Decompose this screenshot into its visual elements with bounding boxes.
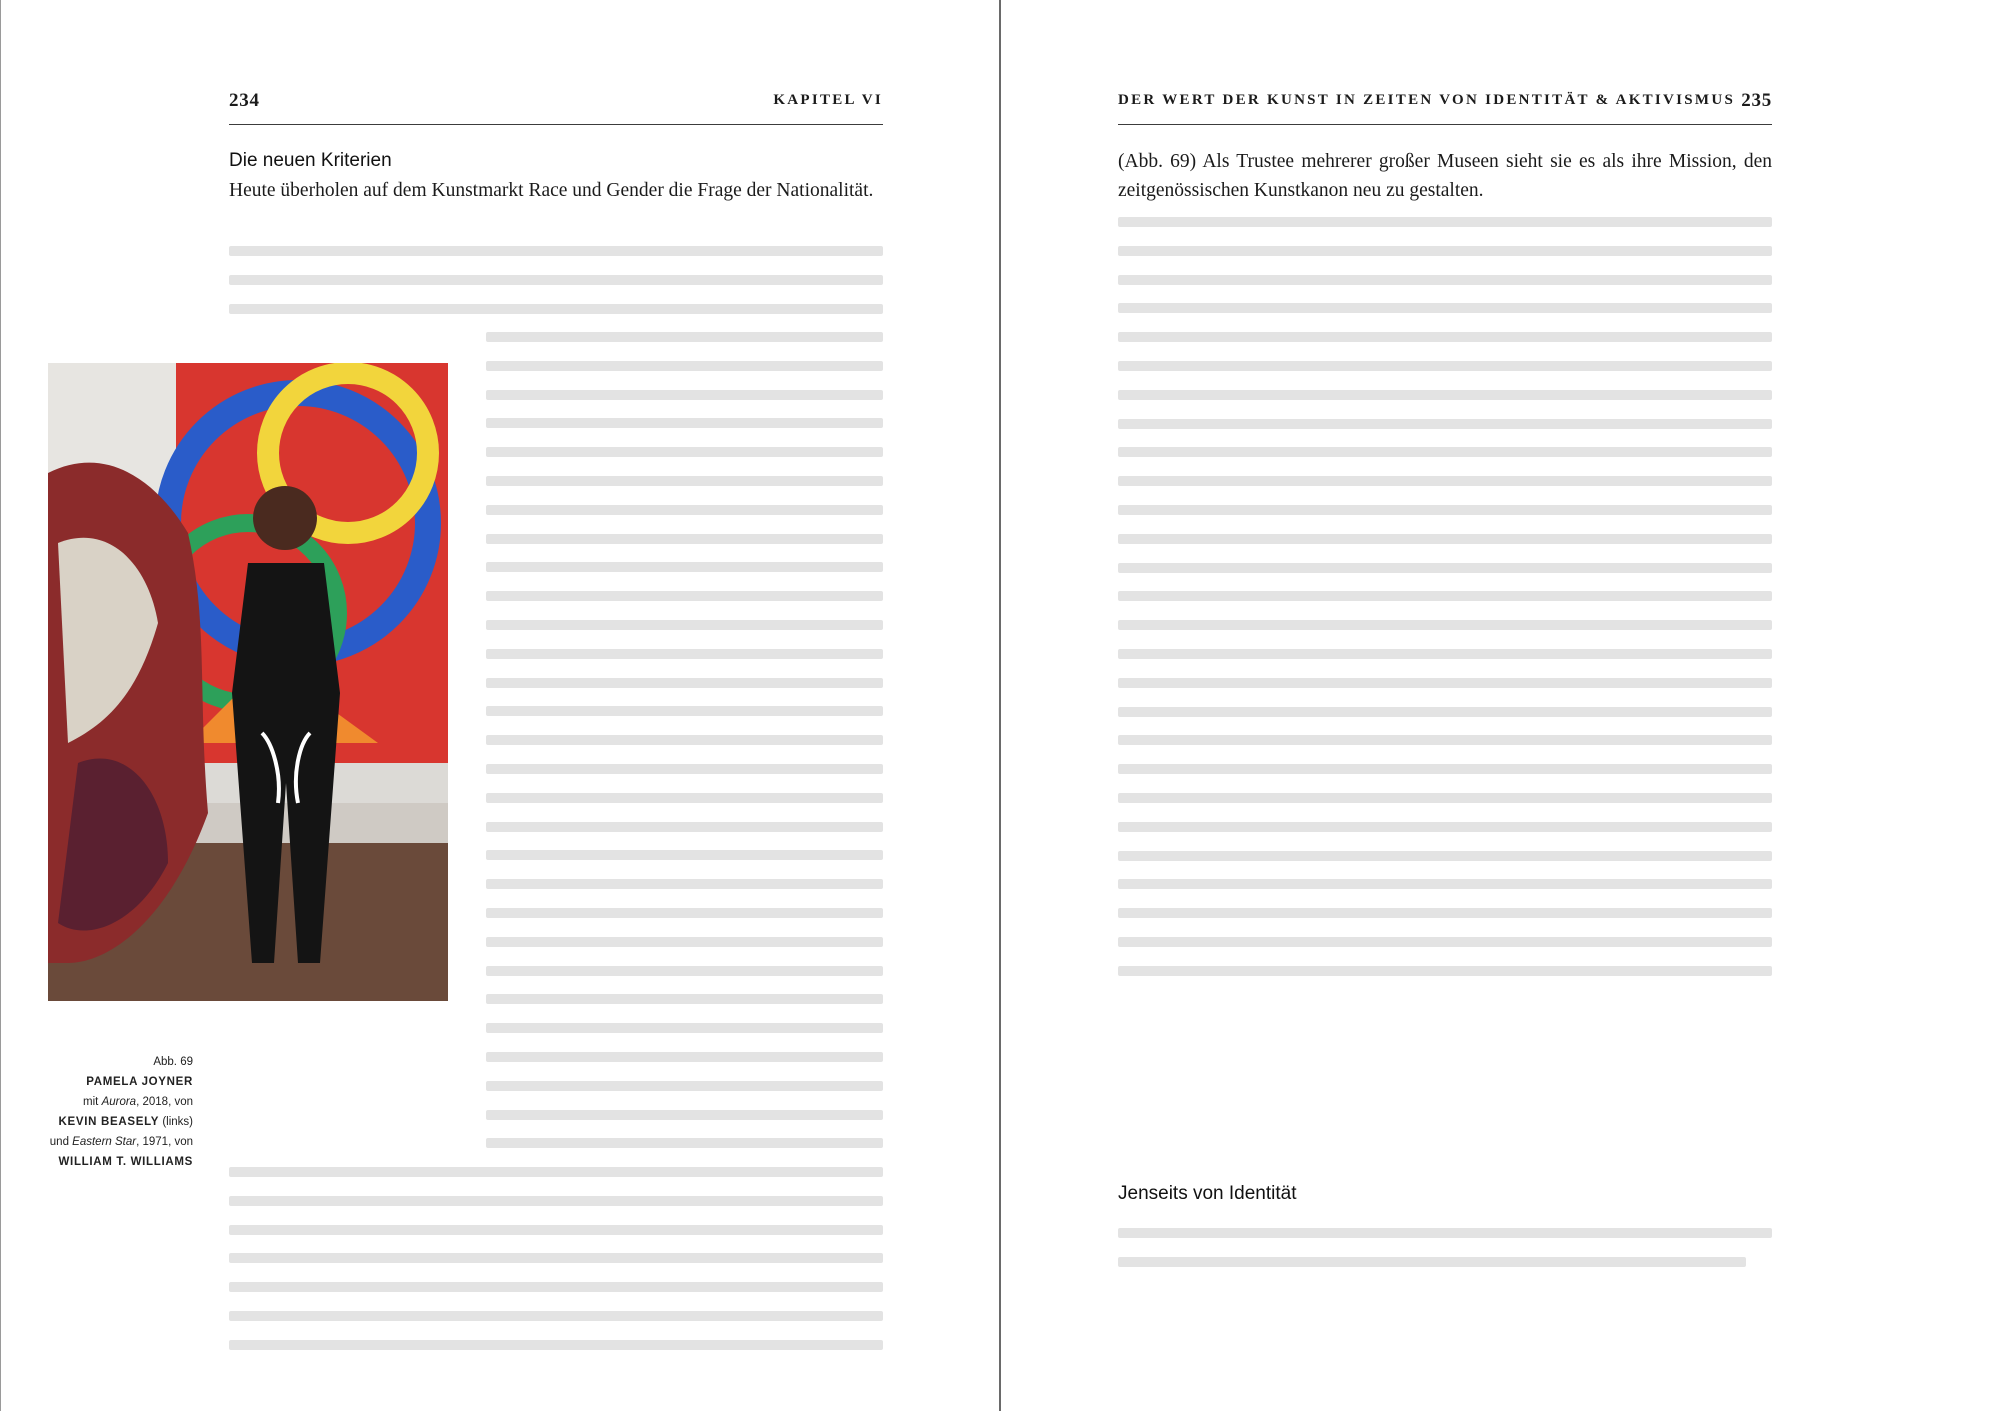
opening-sentence: (Abb. 69) Als Trustee mehrerer großer Museen sieht sie es als ihre Mission, den zeitgenössischen Kunstkanon neu zu gestalten. — [1118, 151, 1772, 201]
body-text-placeholder — [229, 246, 883, 332]
caption-subject: PAMELA JOYNER — [86, 1076, 193, 1088]
caption-artist2: WILLIAM T. WILLIAMS — [58, 1156, 193, 1168]
portrait-photo — [48, 363, 448, 1001]
chapter-title: KAPITEL VI — [773, 92, 883, 108]
page-number: 234 — [229, 90, 260, 111]
caption-line4: und Eastern Star, 1971, von — [49, 1136, 193, 1148]
caption-figure-label: Abb. 69 — [153, 1056, 193, 1068]
left-page — [0, 0, 999, 1411]
book-section-title: DER WERT DER KUNST IN ZEITEN VON IDENTITÄT & AKTIVISMUS — [1118, 92, 1736, 108]
photo-caption — [41, 1052, 193, 1172]
running-head-right — [1118, 88, 1772, 125]
section-heading: Die neuen Kriterien — [229, 150, 392, 171]
section-heading-2: Jenseits von Identität — [1118, 1183, 1297, 1204]
body-text-placeholder-2 — [1118, 1228, 1772, 1286]
body-text-placeholder-wrapped — [486, 332, 883, 1167]
body-text-placeholder — [1118, 217, 1772, 995]
caption-line2: mit Aurora, 2018, von — [83, 1096, 193, 1108]
opening-sentence: Heute überholen auf dem Kunstmarkt Race und Gender die Frage der Nationalität. — [229, 180, 874, 201]
running-head-left — [229, 88, 883, 125]
caption-line3: KEVIN BEASELY (links) — [58, 1116, 193, 1128]
right-page — [999, 0, 2000, 1411]
body-text-placeholder-full — [229, 1167, 883, 1369]
page-number: 235 — [1741, 90, 1772, 111]
